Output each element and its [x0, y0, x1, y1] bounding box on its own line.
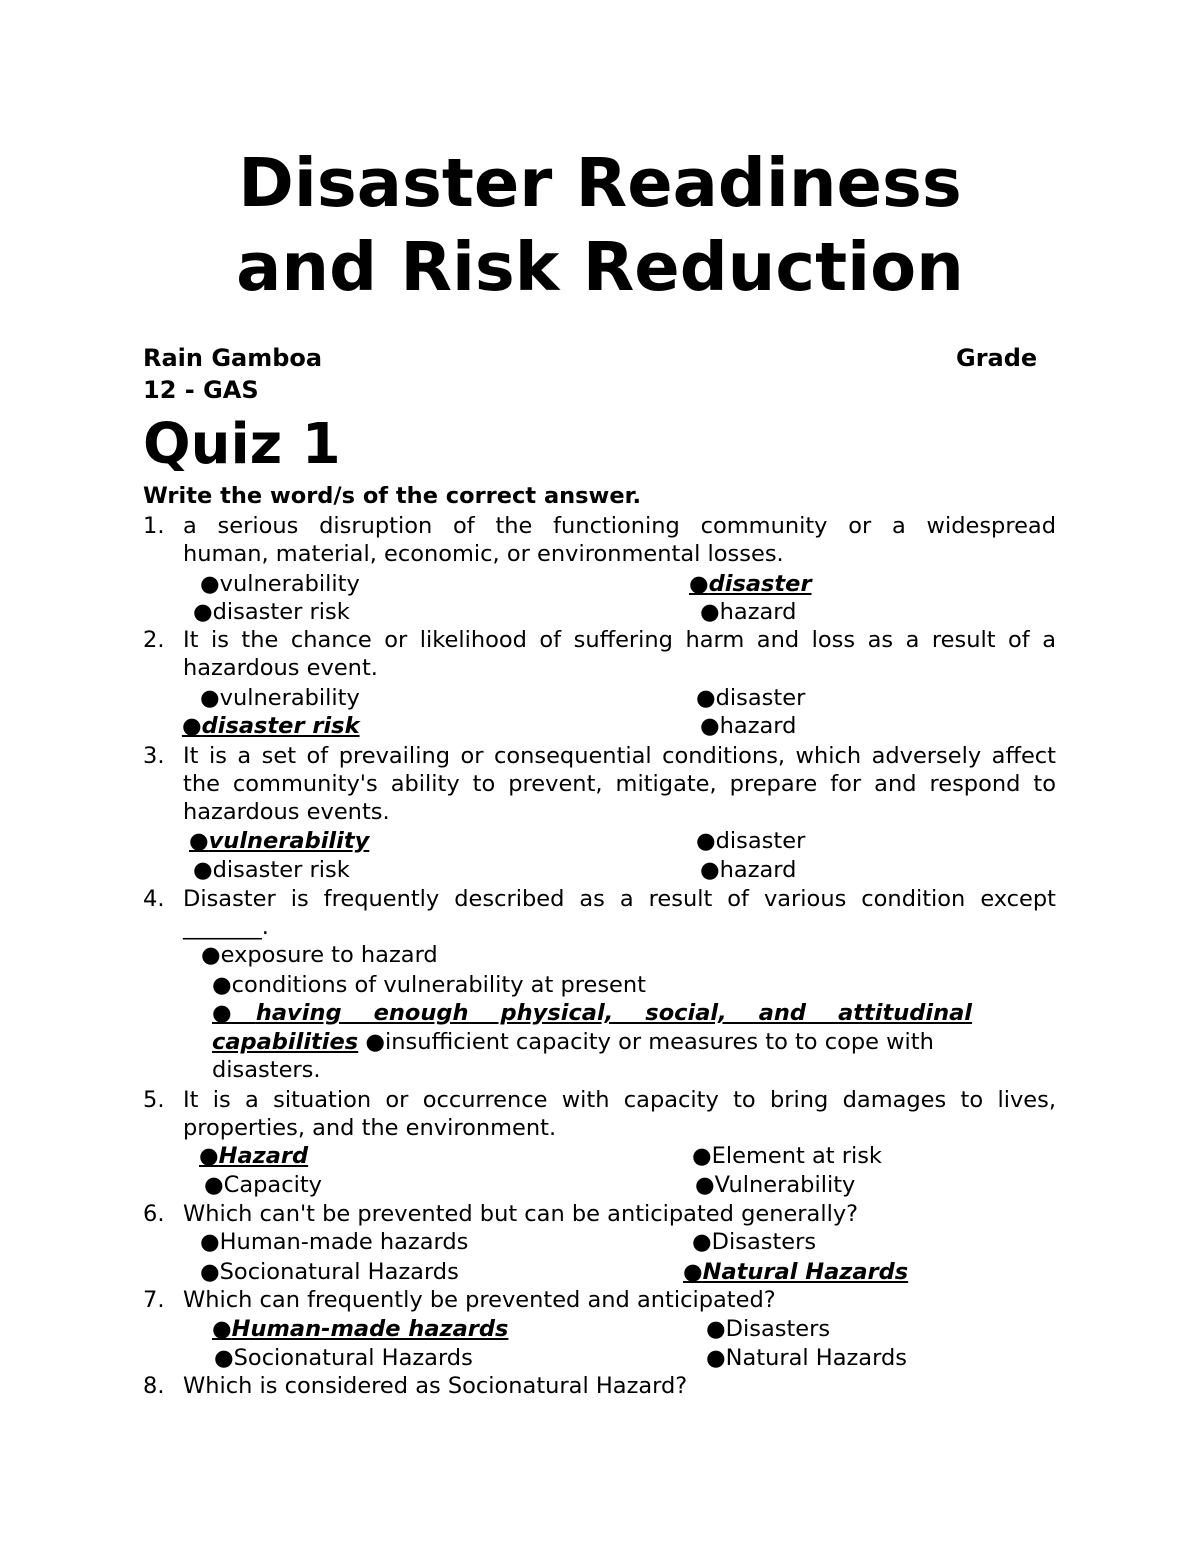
- question-number: 7.: [143, 1287, 165, 1313]
- question-text: Which can't be prevented but can be anticipated generally?: [183, 1201, 859, 1227]
- grade-section: 12 - GAS: [143, 376, 259, 404]
- document-title-line-2: and Risk Reduction: [236, 228, 964, 306]
- bullet-icon: ●: [700, 599, 720, 625]
- bullet-icon: ●: [212, 1000, 256, 1026]
- instruction: Write the word/s of the correct answer.: [143, 483, 642, 509]
- bullet-icon: ●: [200, 571, 220, 597]
- question-number: 4.: [143, 886, 165, 912]
- bullet-icon: ●: [193, 857, 213, 883]
- choice-correct: ●Natural Hazards: [683, 1259, 909, 1285]
- choice: ●Human-made hazards: [200, 1229, 469, 1255]
- choice: ●exposure to hazard: [201, 942, 438, 968]
- choice: capabilities ●insufficient capacity or measures to to cope with: [212, 1029, 934, 1055]
- question-number: 8.: [143, 1373, 165, 1399]
- question-text: hazardous events.: [183, 799, 390, 825]
- question-number: 1.: [143, 513, 165, 539]
- choice: ●Element at risk: [692, 1143, 882, 1169]
- question-text: hazardous event.: [183, 655, 378, 681]
- choice-correct: ●Human-made hazards: [212, 1316, 509, 1342]
- choice: ●hazard: [700, 713, 797, 739]
- bullet-icon: ●: [200, 1229, 220, 1255]
- bullet-icon: ●: [201, 942, 221, 968]
- question-number: 3.: [143, 743, 165, 769]
- document-title-line-1: Disaster Readiness: [238, 144, 962, 222]
- student-name: Rain Gamboa: [143, 344, 323, 372]
- quiz-title: Quiz 1: [143, 412, 341, 477]
- choice: ●Socionatural Hazards: [200, 1259, 459, 1285]
- question-text: Which can frequently be prevented and anticipated?: [183, 1287, 776, 1313]
- choice-correct: ●disaster risk: [182, 713, 360, 739]
- question-number: 6.: [143, 1201, 165, 1227]
- bullet-icon: ●: [700, 713, 720, 739]
- choice: ●disaster risk: [193, 599, 350, 625]
- bullet-icon: ●: [365, 1029, 385, 1055]
- choice: ●Disasters: [692, 1229, 817, 1255]
- bullet-icon: ●: [212, 1316, 232, 1342]
- choice-correct: ●having enough physical, social, and attitudinal: [212, 1000, 972, 1026]
- choice: ●hazard: [700, 857, 797, 883]
- question-text: a serious disruption of the functioning community or a widespread: [183, 513, 1056, 539]
- bullet-icon: ●: [193, 599, 213, 625]
- bullet-icon: ●: [683, 1259, 703, 1285]
- bullet-icon: ●: [700, 857, 720, 883]
- bullet-icon: ●: [696, 685, 716, 711]
- bullet-icon: ●: [692, 1229, 712, 1255]
- question-text: It is a situation or occurrence with capacity to bring damages to lives,: [183, 1087, 1056, 1113]
- choice-continued: disasters.: [212, 1057, 321, 1083]
- bullet-icon: ●: [692, 1143, 712, 1169]
- bullet-icon: ●: [200, 1259, 220, 1285]
- question-text: properties, and the environment.: [183, 1115, 557, 1141]
- question-text: the community's ability to prevent, mitigate, prepare for and respond to: [183, 771, 1056, 797]
- choice: ●Vulnerability: [695, 1172, 856, 1198]
- choice: ●conditions of vulnerability at present: [212, 972, 646, 998]
- question-number: 2.: [143, 627, 165, 653]
- choice: ●Natural Hazards: [706, 1345, 907, 1371]
- choice-correct: ●Hazard: [199, 1143, 309, 1169]
- choice: ●Socionatural Hazards: [214, 1345, 473, 1371]
- bullet-icon: ●: [706, 1316, 726, 1342]
- question-text: It is the chance or likelihood of suffering harm and loss as a result of a: [183, 627, 1056, 653]
- bullet-icon: ●: [200, 685, 220, 711]
- question-text: Disaster is frequently described as a result of various condition except: [183, 886, 1056, 912]
- question-number: 5.: [143, 1087, 165, 1113]
- choice: ●disaster: [696, 828, 806, 854]
- choice: ●vulnerability: [200, 571, 360, 597]
- choice-correct: ●disaster: [689, 571, 812, 597]
- choice-correct: ●vulnerability: [189, 828, 370, 854]
- bullet-icon: ●: [689, 571, 709, 597]
- choice: ●vulnerability: [200, 685, 360, 711]
- question-text: It is a set of prevailing or consequential conditions, which adversely affect: [183, 743, 1056, 769]
- grade-label: Grade: [956, 344, 1038, 372]
- bullet-icon: ●: [199, 1143, 219, 1169]
- bullet-icon: ●: [182, 713, 202, 739]
- choice: ●disaster risk: [193, 857, 350, 883]
- bullet-icon: ●: [204, 1172, 224, 1198]
- bullet-icon: ●: [695, 1172, 715, 1198]
- bullet-icon: ●: [696, 828, 716, 854]
- bullet-icon: ●: [214, 1345, 234, 1371]
- bullet-icon: ●: [189, 828, 209, 854]
- choice-correct-continued: capabilities: [212, 1029, 359, 1055]
- question-text: Which is considered as Socionatural Hazard?: [183, 1373, 688, 1399]
- question-text: _______.: [183, 914, 269, 940]
- bullet-icon: ●: [706, 1345, 726, 1371]
- choice: ●Disasters: [706, 1316, 831, 1342]
- choice: ●hazard: [700, 599, 797, 625]
- question-text: human, material, economic, or environmental losses.: [183, 541, 784, 567]
- choice: ●Capacity: [204, 1172, 322, 1198]
- choice: ●disaster: [696, 685, 806, 711]
- bullet-icon: ●: [212, 972, 232, 998]
